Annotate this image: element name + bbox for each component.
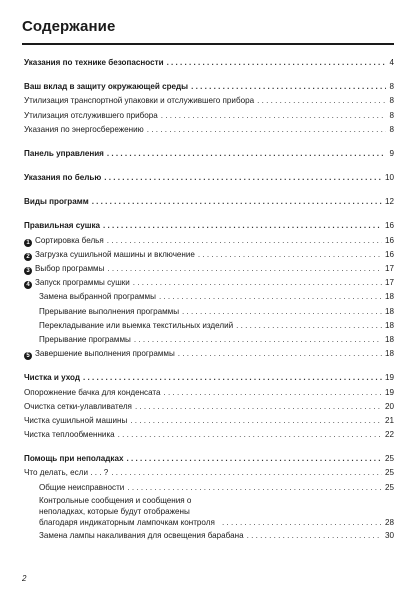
toc-entry-label — [39, 481, 124, 495]
toc-page-number: 20 — [384, 401, 394, 411]
toc-page-number: 8 — [389, 110, 394, 120]
step-number-icon: 3 — [24, 267, 32, 275]
toc-entry-text: Утилизация транспортной упаковки и отслужившего прибора — [24, 96, 255, 106]
toc-page-number: 22 — [384, 430, 394, 440]
toc-entry-text: Чистка сушильной машины — [24, 415, 128, 425]
toc-entry-text: Прерывание программы — [39, 334, 131, 344]
toc-section-entry[interactable] — [24, 452, 394, 466]
dot-leader — [161, 109, 387, 123]
toc-entry[interactable] — [24, 290, 394, 304]
toc-entry-label — [24, 195, 89, 209]
toc-entry[interactable] — [24, 347, 394, 361]
toc-entry-text: Указания по энергосбережению — [24, 124, 144, 134]
toc-entry[interactable] — [24, 428, 394, 442]
dot-leader — [133, 276, 382, 290]
dot-leader — [126, 452, 382, 466]
toc-section-entry[interactable] — [24, 195, 394, 209]
toc-entry-text: Чистка теплообменника — [24, 430, 115, 440]
toc-entry-label — [24, 56, 164, 70]
toc-page-number: 12 — [384, 197, 394, 207]
dot-leader — [191, 80, 386, 94]
toc-entry-text: Ваш вклад в защиту окружающей среды — [24, 82, 189, 92]
toc-entry-text: Помощь при неполадках — [24, 454, 124, 464]
toc-entry-label — [24, 276, 130, 290]
toc-section-entry[interactable] — [24, 220, 394, 234]
toc-entry-text: Загрузка сушильной машины и включение — [35, 249, 195, 259]
toc-entry-label — [39, 495, 219, 528]
toc-entry-text: Замена выбранной программы — [39, 292, 156, 302]
toc-entry-text: Перекладывание или выемка текстильных изделий — [39, 320, 234, 330]
toc-entry-label — [39, 290, 156, 304]
dot-leader — [198, 248, 382, 262]
toc-entry-text: Выбор программы — [35, 264, 105, 274]
toc-entry-label — [24, 466, 108, 480]
dot-leader — [182, 305, 382, 319]
toc-entry-label — [24, 262, 104, 276]
toc-page-number: 18 — [384, 292, 394, 302]
step-number-icon: 2 — [24, 253, 32, 261]
toc-entry-label — [24, 219, 100, 233]
page-number: 2 — [22, 574, 27, 583]
toc-entry-text: Опорожнение бачка для конденсата — [24, 387, 161, 397]
toc-section-entry[interactable] — [24, 80, 394, 94]
toc-entry-label — [24, 371, 80, 385]
toc-entry[interactable] — [24, 414, 394, 428]
toc-entry-text: Прерывание выполнения программы — [39, 306, 180, 316]
toc-section-entry[interactable] — [24, 371, 394, 385]
toc-entry-label — [24, 234, 104, 248]
dot-leader — [236, 319, 382, 333]
toc-page-number: 8 — [389, 96, 394, 106]
step-number-icon: 5 — [24, 352, 32, 360]
table-of-contents — [24, 56, 394, 543]
toc-entry-text: Замена лампы накаливания для освещения барабана — [39, 530, 244, 540]
toc-entry-label — [24, 123, 144, 137]
toc-entry[interactable] — [24, 305, 394, 319]
toc-page-number: 30 — [384, 530, 394, 540]
dot-leader — [111, 466, 382, 480]
toc-page-number: 8 — [389, 124, 394, 134]
toc-entry-label — [24, 452, 123, 466]
toc-entry[interactable] — [24, 333, 394, 347]
toc-entry[interactable] — [24, 495, 394, 529]
dot-leader — [130, 414, 382, 428]
toc-section-entry[interactable] — [24, 56, 394, 70]
dot-leader — [257, 94, 386, 108]
toc-page-number: 18 — [384, 334, 394, 344]
toc-entry[interactable] — [24, 234, 394, 248]
toc-entry[interactable] — [24, 248, 394, 262]
toc-page-number: 17 — [384, 278, 394, 288]
toc-page-number: 10 — [384, 173, 394, 183]
toc-entry-text: Утилизация отслужившего прибора — [24, 110, 158, 120]
toc-page-number: 18 — [384, 320, 394, 330]
toc-page-number: 4 — [389, 57, 394, 67]
toc-entry[interactable] — [24, 529, 394, 543]
toc-gap — [24, 137, 394, 147]
toc-page-number: 16 — [384, 235, 394, 245]
toc-page-number: 18 — [384, 306, 394, 316]
dot-leader — [178, 347, 382, 361]
toc-entry[interactable] — [24, 319, 394, 333]
toc-entry-text: Что делать, если . . . ? — [24, 468, 109, 478]
toc-entry-label — [24, 171, 101, 185]
step-number-icon: 4 — [24, 281, 32, 289]
toc-entry[interactable] — [24, 276, 394, 290]
toc-page-number: 16 — [384, 249, 394, 259]
dot-leader — [134, 333, 382, 347]
toc-page-number: 28 — [384, 517, 394, 527]
toc-page-number: 21 — [384, 415, 394, 425]
toc-entry-text: Чистка и уход — [24, 373, 81, 383]
toc-entry-text: Общие неисправности — [39, 482, 125, 492]
toc-entry-text: Завершение выполнения программы — [35, 349, 175, 359]
step-number-icon: 1 — [24, 239, 32, 247]
toc-entry-label — [24, 414, 127, 428]
dot-leader — [92, 195, 382, 209]
dot-leader — [164, 386, 382, 400]
toc-page-number: 25 — [384, 482, 394, 492]
toc-entry-label — [24, 248, 195, 262]
toc-entry[interactable] — [24, 400, 394, 414]
dot-leader — [107, 147, 387, 161]
toc-page-number: 19 — [384, 373, 394, 383]
toc-entry-text: Указания по белью — [24, 173, 102, 183]
toc-page-number: 19 — [384, 387, 394, 397]
toc-entry-text: Сортировка белья — [35, 235, 104, 245]
dot-leader — [107, 234, 382, 248]
dot-leader — [159, 290, 382, 304]
toc-entry-label — [24, 94, 254, 108]
toc-entry-label — [24, 80, 188, 94]
toc-gap — [24, 442, 394, 452]
toc-page-number: 17 — [384, 264, 394, 274]
dot-leader — [222, 517, 382, 528]
toc-entry-text: Указания по технике безопасности — [24, 57, 164, 67]
toc-section-entry[interactable] — [24, 147, 394, 161]
toc-entry-label — [39, 333, 131, 347]
toc-page-number: 25 — [384, 454, 394, 464]
toc-gap — [24, 70, 394, 80]
toc-entry-text: Запуск программы сушки — [35, 278, 130, 288]
toc-entry-label — [24, 109, 158, 123]
toc-entry-label — [39, 319, 233, 333]
dot-leader — [104, 171, 382, 185]
toc-entry-text: Панель управления — [24, 148, 104, 158]
toc-entry-label — [24, 400, 132, 414]
toc-gap — [24, 185, 394, 195]
toc-entry[interactable] — [24, 481, 394, 495]
dot-leader — [103, 219, 382, 233]
toc-entry[interactable] — [24, 467, 394, 481]
toc-entry[interactable] — [24, 109, 394, 123]
toc-entry-label — [24, 147, 104, 161]
dot-leader — [118, 428, 382, 442]
title-rule — [22, 43, 394, 45]
toc-gap — [24, 161, 394, 171]
toc-entry-label — [39, 305, 179, 319]
toc-entry-text: Очистка сетки-улавливателя — [24, 401, 132, 411]
dot-leader — [247, 529, 382, 543]
toc-page-number: 8 — [389, 82, 394, 92]
toc-entry-text: Виды программ — [24, 197, 89, 207]
toc-entry-text: Правильная сушка — [24, 221, 100, 231]
toc-entry[interactable] — [24, 94, 394, 108]
dot-leader — [167, 56, 387, 70]
toc-entry-text: Контрольные сообщения и сообщения о неполадках, которые будут отображены благодаря индикаторным лампочкам контроля — [39, 495, 215, 527]
toc-entry[interactable] — [24, 386, 394, 400]
toc-gap — [24, 210, 394, 220]
toc-entry-label — [24, 347, 175, 361]
toc-page-number: 25 — [384, 468, 394, 478]
toc-entry-label — [39, 529, 244, 543]
dot-leader — [127, 481, 382, 495]
dot-leader — [83, 371, 382, 385]
toc-entry[interactable] — [24, 262, 394, 276]
toc-entry-label — [24, 386, 161, 400]
toc-page-number: 9 — [389, 148, 394, 158]
toc-entry-label — [24, 428, 115, 442]
page-title: Содержание — [22, 18, 116, 35]
toc-page-number: 18 — [384, 349, 394, 359]
toc-gap — [24, 361, 394, 371]
dot-leader — [107, 262, 382, 276]
toc-page-number: 16 — [384, 221, 394, 231]
toc-entry[interactable] — [24, 123, 394, 137]
toc-section-entry[interactable] — [24, 171, 394, 185]
dot-leader — [135, 400, 382, 414]
dot-leader — [147, 123, 387, 137]
